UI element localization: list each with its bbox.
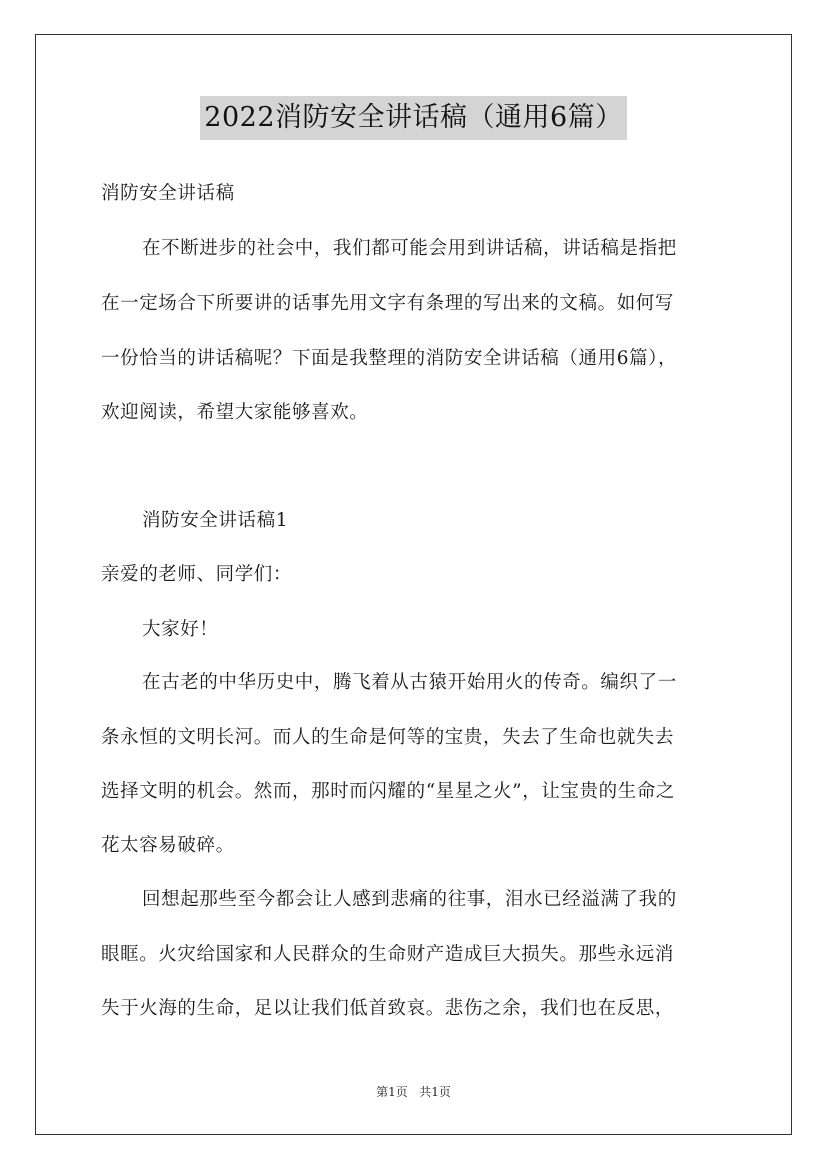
paragraph-line: 在古老的中华历史中，腾飞着从古猿开始用火的传奇。编织了一 (142, 672, 677, 693)
page-footer (0, 1083, 827, 1100)
paragraph-line: 回想起那些至今都会让人感到悲痛的往事，泪水已经溢满了我的 (142, 889, 677, 910)
greeting: 大家好！ (142, 619, 219, 640)
salutation: 亲爱的老师、同学们： (101, 564, 293, 585)
paragraph-line: 欢迎阅读，希望大家能够喜欢。 (101, 402, 369, 423)
page-number: 第1页 (376, 1085, 408, 1099)
total-pages: 共1页 (419, 1085, 451, 1099)
document-title: 2022消防安全讲话稿（通用6篇） (200, 96, 626, 140)
title-container (0, 96, 827, 140)
paragraph-line: 一份恰当的讲话稿呢？下面是我整理的消防安全讲话稿（通用6篇）， (101, 348, 678, 369)
speech-heading: 消防安全讲话稿1 (142, 510, 289, 531)
paragraph-line: 花太容易破碎。 (101, 835, 235, 856)
section-heading: 消防安全讲话稿 (101, 183, 235, 204)
paragraph-line: 眼眶。火灾给国家和人民群众的生命财产造成巨大损失。那些永远消 (101, 944, 675, 965)
paragraph-line: 在一定场合下所要讲的话事先用文字有条理的写出来的文稿。如何写 (101, 293, 675, 314)
paragraph-line: 失于火海的生命，足以让我们低首致哀。悲伤之余，我们也在反思， (101, 998, 675, 1019)
paragraph-line: 在不断进步的社会中，我们都可能会用到讲话稿，讲话稿是指把 (142, 238, 677, 259)
paragraph-line: 选择文明的机会。然而，那时而闪耀的“星星之火”，让宝贵的生命之 (101, 781, 676, 802)
paragraph-line: 条永恒的文明长河。而人的生命是何等的宝贵，失去了生命也就失去 (101, 727, 675, 748)
